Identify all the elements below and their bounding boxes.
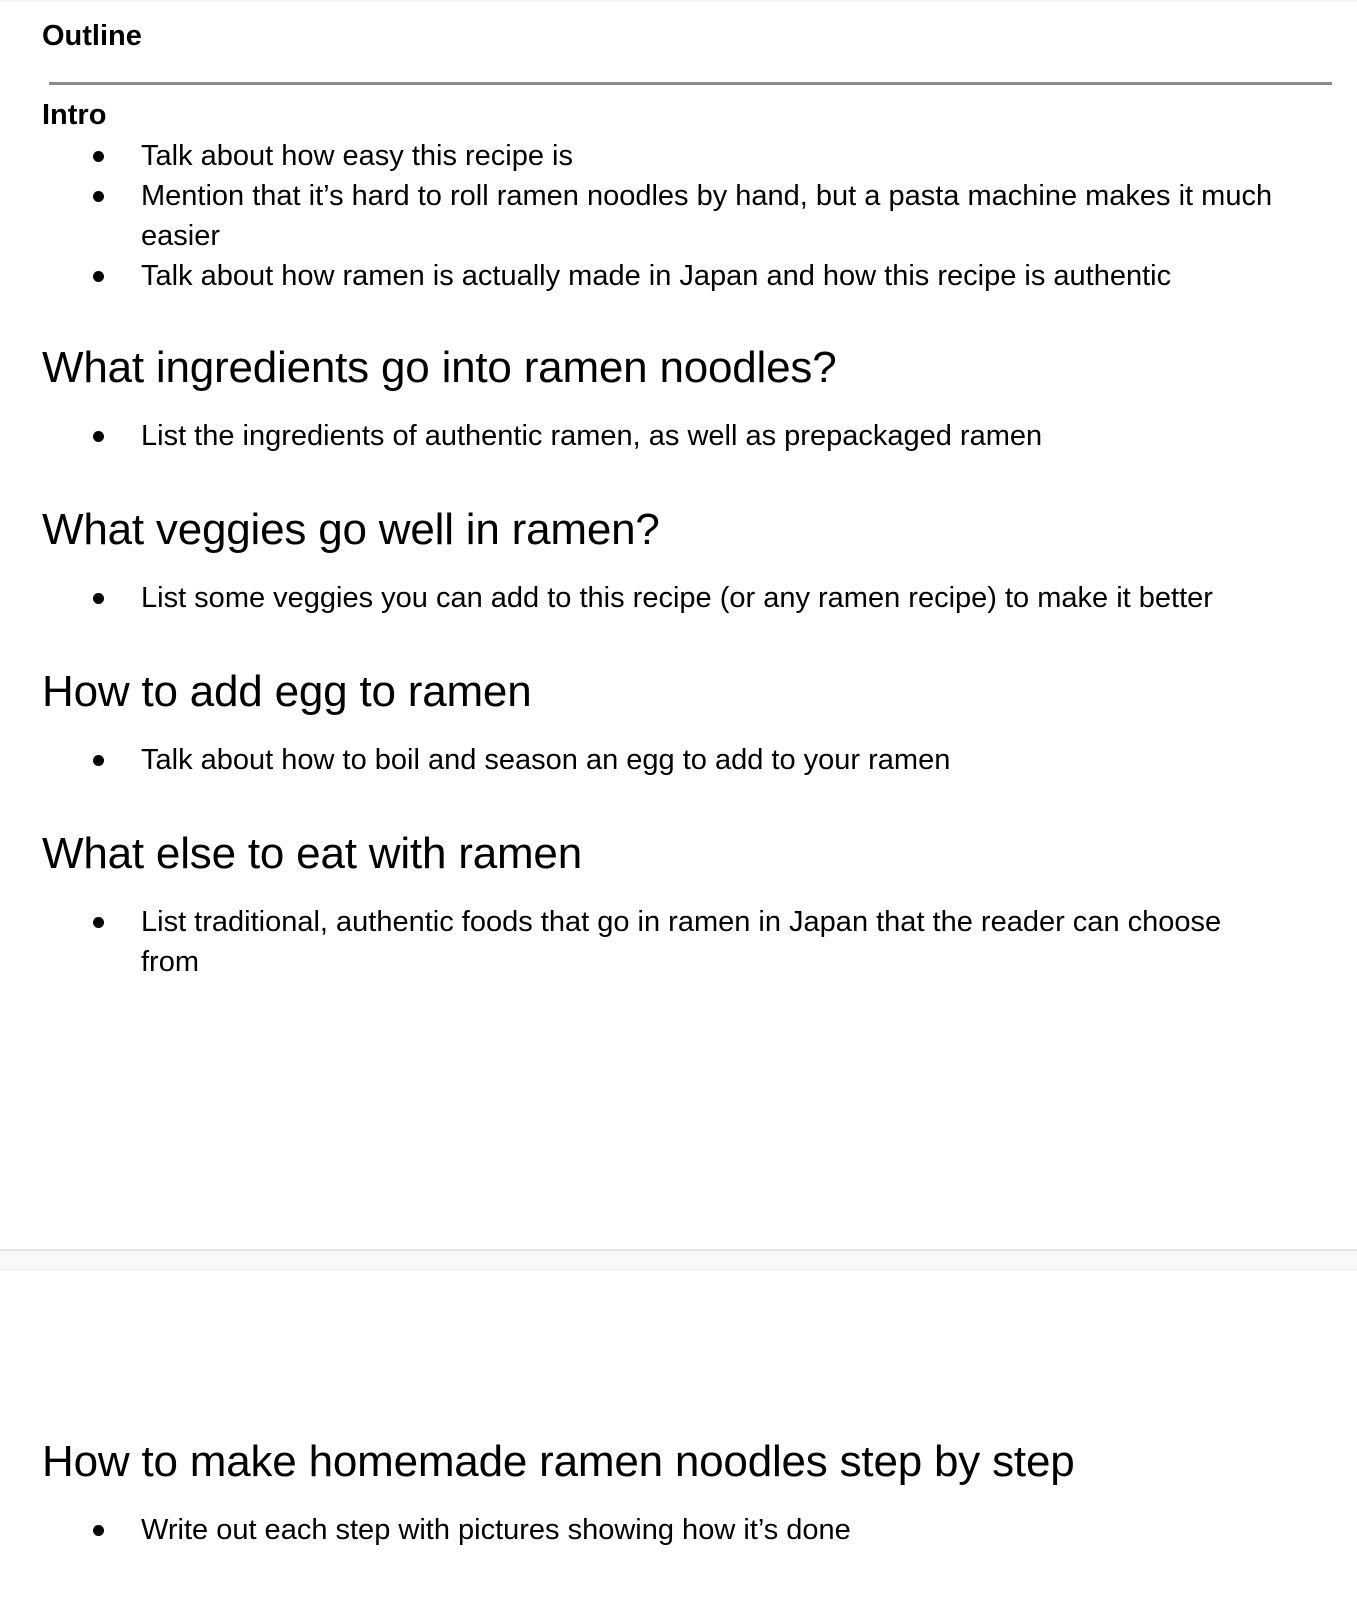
- list-item[interactable]: [0, 136, 1357, 176]
- bullet-icon: [93, 917, 104, 928]
- bullet-list-egg: [0, 740, 1357, 780]
- list-item-text: Talk about how ramen is actually made in Japan and how this recipe is authentic: [141, 260, 1172, 292]
- list-item[interactable]: [0, 740, 1357, 780]
- list-item-text: List some veggies you can add to this recipe (or any ramen recipe) to make it better: [141, 582, 1213, 614]
- bullet-list-what-else: [0, 902, 1357, 982]
- bullet-icon: [93, 593, 104, 604]
- section-heading-veggies: What veggies go well in ramen?: [42, 505, 660, 554]
- bullet-list-veggies: [0, 578, 1357, 618]
- bullet-list-intro: [0, 136, 1357, 296]
- list-item-text: List the ingredients of authentic ramen, as well as prepackaged ramen: [141, 420, 1043, 452]
- list-item-text: Talk about how to boil and season an egg to add to your ramen: [141, 744, 951, 776]
- list-item[interactable]: [0, 902, 1357, 982]
- list-item[interactable]: [0, 1510, 1357, 1550]
- bullet-icon: [93, 755, 104, 766]
- list-item[interactable]: [0, 176, 1357, 256]
- bullet-icon: [93, 191, 104, 202]
- list-item-text: Talk about how easy this recipe is: [141, 140, 573, 172]
- bullet-icon: [93, 431, 104, 442]
- list-item[interactable]: [0, 416, 1357, 456]
- document-title: Outline: [42, 20, 142, 52]
- horizontal-rule: [49, 82, 1332, 85]
- list-item-text: Mention that it’s hard to roll ramen noodles by hand, but a pasta machine makes it much easier: [141, 180, 1273, 252]
- list-item[interactable]: [0, 578, 1357, 618]
- section-heading-egg: How to add egg to ramen: [42, 667, 532, 716]
- list-item-text: List traditional, authentic foods that go in ramen in Japan that the reader can choose from: [141, 906, 1222, 978]
- page-break: [0, 1249, 1357, 1270]
- document-page-2[interactable]: [0, 1270, 1357, 1600]
- bullet-icon: [93, 151, 104, 162]
- section-heading-what-else: What else to eat with ramen: [42, 829, 582, 878]
- section-heading-intro: Intro: [42, 99, 107, 131]
- bullet-icon: [93, 271, 104, 282]
- document-page-1[interactable]: [0, 2, 1357, 1249]
- section-heading-ingredients: What ingredients go into ramen noodles?: [42, 343, 837, 392]
- bullet-list-ingredients: [0, 416, 1357, 456]
- bullet-icon: [93, 1525, 104, 1536]
- list-item[interactable]: [0, 256, 1357, 296]
- section-heading-step-by-step: How to make homemade ramen noodles step by step: [42, 1437, 1075, 1486]
- list-item-text: Write out each step with pictures showing how it’s done: [141, 1514, 851, 1546]
- bullet-list-step-by-step: [0, 1510, 1357, 1550]
